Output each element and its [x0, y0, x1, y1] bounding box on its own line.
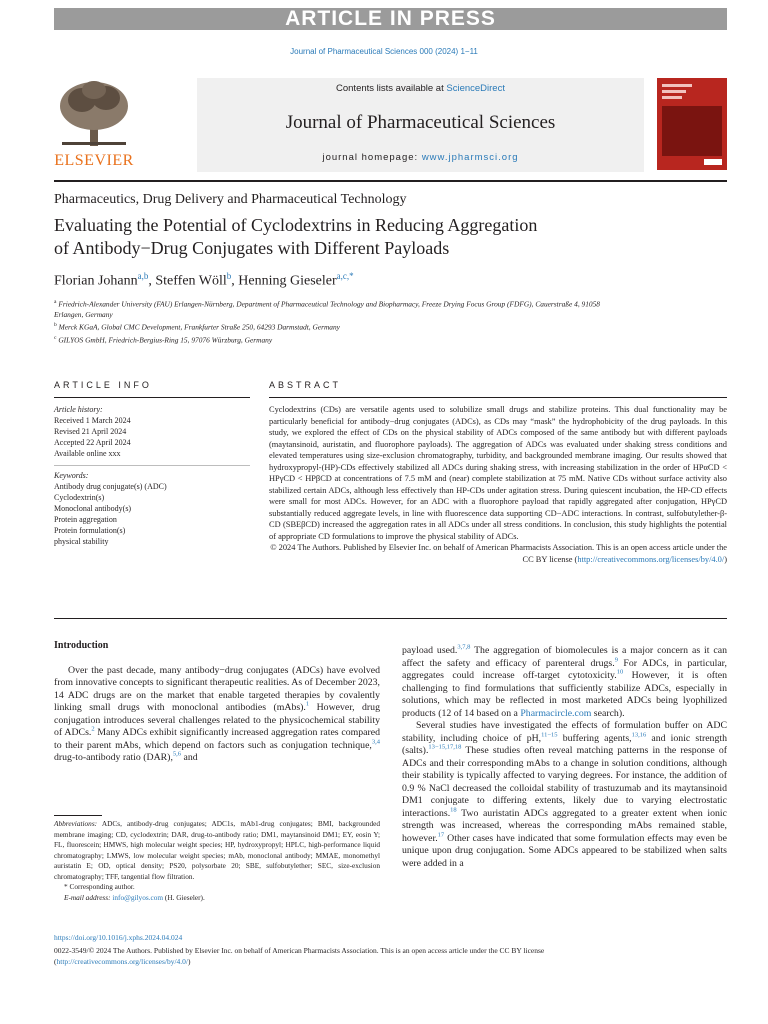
author-name[interactable]: Steffen Wöll — [155, 273, 227, 289]
author-list: Florian Johann$^{a,b}$, Steffen Wöll$^b$, Henning Gieseler$^{a,c,*}$ — [54, 271, 354, 289]
history-item: Revised 21 April 2024 — [54, 427, 127, 436]
citation-link[interactable]: 10 — [616, 668, 624, 676]
citation-link[interactable]: 1 — [305, 700, 310, 708]
abstract-heading: ABSTRACT — [269, 380, 342, 390]
history-item: Accepted 22 April 2024 — [54, 438, 131, 447]
introduction-heading: Introduction — [54, 640, 109, 651]
homepage-link[interactable]: www.jpharmsci.org — [421, 152, 519, 163]
body-column-right — [402, 645, 727, 870]
masthead — [54, 78, 727, 174]
affiliations — [54, 297, 614, 345]
info-divider — [54, 465, 250, 466]
intro-paragraph: Over the past decade, many antibody−drug conjugates (ADCs) have evolved from innovative concepts to significant therapeutic realities. As of December 2023, 14 ADC drugs are on the market that enable targeted therapies by covalently linking small drugs with monoclonal antibodies (mAbs).$^1$ However, drug conjugation introduces several challenges related to the physicochemical stability of ADCs.$^2$ Many ADCs exhibit significantly increased aggregation rates compared to their parent mAbs, which depend on factors such as conjugation technique,$^{3,4}$ drug-to-antibody ratio (DAR),$^{5,6}$ and — [54, 664, 381, 763]
abstract-rule — [269, 397, 727, 398]
history-label: Article history: — [54, 405, 103, 414]
article-info-heading: ARTICLE INFO — [54, 380, 152, 390]
history-item: Available online xxx — [54, 449, 121, 458]
journal-title: Journal of Pharmaceutical Sciences — [285, 112, 556, 133]
citation-link[interactable]: 17 — [437, 831, 445, 839]
abstract-body — [269, 404, 727, 565]
article-title: Evaluating the Potential of Cyclodextrins in Reducing Aggregation of Antibody−Drug Conjugates with Different Payloads — [54, 215, 538, 258]
article-section: Pharmaceutics, Drug Delivery and Pharmaceutical Technology — [54, 192, 407, 207]
license-link[interactable]: http://creativecommons.org/licenses/by/4.0/ — [577, 554, 725, 564]
citation-link[interactable]: 11−15 — [541, 731, 558, 739]
citation-link[interactable]: 13,16 — [631, 731, 647, 739]
citation-link[interactable]: 18 — [450, 806, 457, 814]
abbreviations-footnote: Abbreviations: ADCs, antibody-drug conjugates; ADC1s, mAb1-drug conjugates; BMI, backgrounded membrane imaging; CD, cyclodextrin; DAR, drug-to-antibody ratio; DM1, maytansinoid DM1; EY, eosin Y; FL, fluorescein; HMWS, high molecular weight species; HP, hydroxypropyl; HPLC, high-performance liquid chromatography; LMWS, low molecular weight species; mAb, monoclonal antibody; MMAE, monomethyl auristatin E; OD, optical density; PS20, polysorbate 20; SBE, sulfobutylether; SEC, size-exclusion chromatography; TFF, tangential flow filtration. — [54, 819, 380, 881]
body-column-left — [54, 640, 380, 765]
keyword-item: Cyclodextrin(s) — [54, 493, 105, 502]
info-rule — [54, 397, 250, 398]
intro-paragraph: payload used.$^{3,7,8}$ The aggregation of biomolecules is a major concern as it can affect the safety and efficacy of parenteral drugs.$^9$ For ADCs, in particular, aggregates could increase off-target cytotoxicity.$^{10}$ However, it is often challenging to find formulations that sufficiently stabilize ADCs, especially in solutions, which may be reflected in most marketed ADCs being lyophilized products (12 of 14 based on a Pharmacircle.com search). — [402, 643, 728, 719]
citation-link[interactable]: 9 — [614, 656, 618, 664]
email-footnote: E-mail address: info@gilyos.com (H. Gieseler). — [64, 892, 205, 902]
affiliation-item: $^b$ Merck KGaA, Global CMC Development, Frankfurter Straße 250, 64293 Darmstadt, Germany — [54, 322, 340, 332]
footnote-rule — [54, 815, 102, 816]
journal-homepage: journal homepage: www.jpharmsci.org — [322, 152, 519, 163]
corresponding-author-note: * Corresponding author. — [64, 882, 135, 891]
journal-cover-thumbnail[interactable] — [657, 78, 727, 170]
author-name[interactable]: Henning Gieseler — [238, 273, 337, 289]
license-link[interactable]: http://creativecommons.org/licenses/by/4.0/ — [56, 957, 189, 966]
intro-paragraph: Several studies have investigated the effects of formulation buffer on ADC stability, including choice of pH,$^{11-15}$ buffering agents,$^{13,16}$ and ionic strength (salts).$^{13-15,17,18}$ These studies often reveal matching patterns in the response of ADCs and their corresponding mAbs to a change in solution conditions, although their stability is typically affected to varying degrees. For instance, the addition of 0.9 % NaCl decreased the colloidal stability of trastuzumab and its maytansinoid DM1 conjugate to differing extents, likely due to varying electrostatic interactions.$^{18}$ Two auristatin ADCs aggregated to a greater extent when ionic strength was increased, whereas the corresponding mAbs remained stable, however.$^{17}$ Other cases have indicated that some formulation effects may even be unique upon drug conjugation. Some ADCs appeared to be stabilized when salts were added in a — [402, 720, 727, 869]
contents-line: Contents lists available at ScienceDirect — [336, 83, 505, 94]
abstract-text: Cyclodextrins (CDs) are versatile agents used to solubilize small drugs and stabilize proteins. This dual functionality may be particularly beneficial for antibody−drug conjugates (ADCs), as CDs may “mask” the hydrophobicity of the drug payloads. In this study, we explored the effect of CDs on the physical stability of ADCs composed of the same antibody but with different payloads (maytansinoid, auristatin, and fluorophore payloads). The aggregation of ADCs was evaluated under shaking stress conditions and elevated temperatures using size-exclusion chromatography, turbidity, and backgrounded membrane imaging. Our results showed that hydroxypropyl-(HP)-CDs effectively stabilized all ADCs during shaking stress, with increasing stabilization in the order of HPαCD < HPγCD < HPβCD at concentrations of 7.5 mM and (near) complete stabilization at 75 mM. Native CDs without surface activity also stabilized certain ADCs, although less effectively than HP-CDs under agitation stress. During quiescent incubation, the HP-CD effects were small for most ADCs. However, for an ADC with a fluorophore payload that rapidly aggregated after conjugation, HPγCD substantially reduced aggregate levels, in line with fluorescence data supporting CD−ADC interactions. In contrast, sulfobutylether-β-CD (SBEβCD) increased the aggregation rates in all ADCs under all stress conditions. In conclusion, this study highlights the potential of appropriate CD formulations to improve the physical stability of ADCs. — [269, 405, 727, 541]
citation-link[interactable]: 3,7,8 — [457, 643, 471, 651]
elsevier-wordmark: ELSEVIER — [54, 152, 134, 169]
keywords-label: Keywords: — [54, 471, 89, 480]
header-rule — [54, 180, 727, 182]
keyword-item: Antibody drug conjugate(s) (ADC) — [54, 482, 167, 491]
keyword-item: Protein formulation(s) — [54, 526, 126, 535]
sciencedirect-link[interactable]: ScienceDirect — [446, 83, 505, 94]
keyword-item: physical stability — [54, 537, 109, 546]
issn-copyright-line: 0022-3549/© 2024 The Authors. Published by Elsevier Inc. on behalf of American Pharmacists Association. This is an open access article under the CC BY license (http://creativecommons.org/licenses/by/4.0/) — [54, 946, 545, 966]
journal-citation-link[interactable]: Journal of Pharmaceutical Sciences 000 (2024) 1−11 — [290, 47, 478, 56]
journal-header-box — [197, 78, 644, 172]
abstract-bottom-rule — [54, 618, 727, 619]
pharmacircle-link[interactable]: Pharmacircle.com — [520, 707, 592, 719]
citation-link[interactable]: 3,4 — [371, 738, 380, 746]
keyword-item: Protein aggregation — [54, 515, 117, 524]
footnotes — [54, 819, 380, 903]
elsevier-logo[interactable] — [54, 80, 134, 170]
keyword-item: Monoclonal antibody(s) — [54, 504, 132, 513]
article-info — [54, 404, 250, 547]
citation-link[interactable]: 13−15,17,18 — [428, 743, 462, 751]
citation-link[interactable]: 2 — [91, 725, 95, 733]
email-link[interactable]: info@gilyos.com — [112, 892, 164, 902]
history-item: Received 1 March 2024 — [54, 416, 131, 425]
elsevier-tree-icon — [54, 80, 134, 150]
author-name[interactable]: Florian Johann — [54, 273, 138, 289]
abstract-copyright: © 2024 The Authors. Published by Elsevier Inc. on behalf of American Pharmacists Association. This is an open access article under the CC BY license (http://creativecommons.org/licenses/by/4.0/) — [270, 543, 727, 564]
affiliation-item: $^a$ Friedrich-Alexander University (FAU) Erlangen-Nürnberg, Department of Pharmaceutical Technology and Biopharmacy, Freeze Drying Focus Group (FDFG), Cauerstraße 4, 91058 Erlangen, Germany — [54, 299, 600, 320]
doi-link[interactable]: https://doi.org/10.1016/j.xphs.2024.04.024 — [54, 933, 183, 942]
citation-link[interactable]: 5,6 — [172, 750, 182, 758]
article-in-press-banner: ARTICLE IN PRESS — [54, 8, 727, 30]
affiliation-item: $^c$ GILYOS GmbH, Friedrich-Bergius-Ring 15, 97076 Würzburg, Germany — [54, 334, 273, 345]
